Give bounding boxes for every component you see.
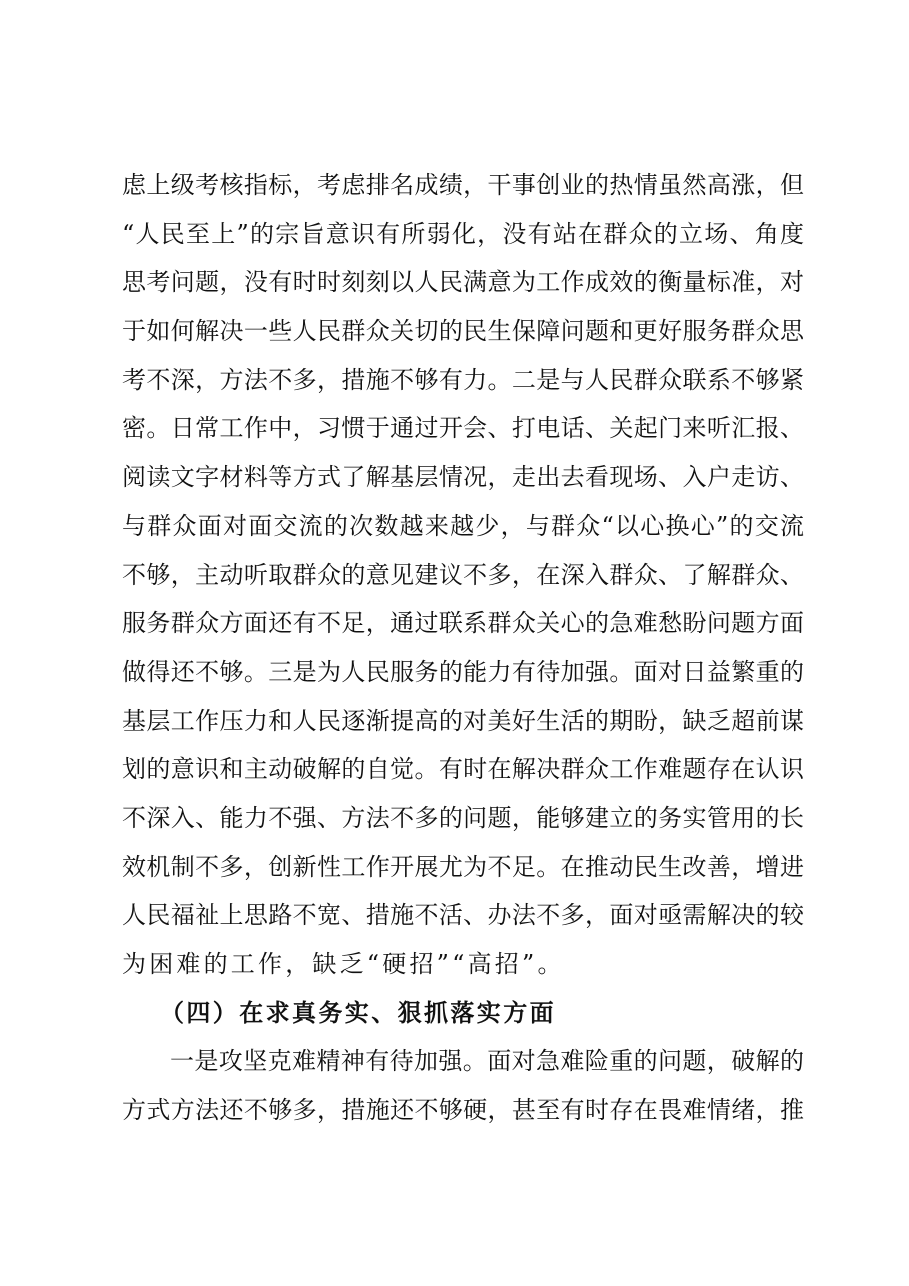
body-line: 虑上级考核指标，考虑排名成绩，干事创业的热情虽然高涨，但 xyxy=(122,171,804,199)
body-line-last: 为困难的工作，缺乏“硬招”“高招”。 xyxy=(122,950,565,978)
body-line: 阅读文字材料等方式了解基层情况，走出去看现场、入户走访、 xyxy=(122,463,804,492)
body-line: 不够，主动听取群众的意见建议不多，在深入群众、了解群众、 xyxy=(122,560,804,589)
section-heading: （四）在求真务实、狠抓落实方面 xyxy=(160,997,556,1027)
body-line: 划的意识和主动破解的自觉。有时在解决群众工作难题存在认识 xyxy=(122,755,804,784)
body-line: 密。日常工作中，习惯于通过开会、打电话、关起门来听汇报、 xyxy=(122,414,804,443)
body-line: 服务群众方面还有不足，通过联系群众关心的急难愁盼问题方面 xyxy=(122,609,804,638)
body-line: 效机制不多，创新性工作开展尤为不足。在推动民生改善，增进 xyxy=(122,852,804,881)
body-line: 考不深，方法不多，措施不够有力。二是与人民群众联系不够紧 xyxy=(122,365,804,394)
body-line: 不深入、能力不强、方法不多的问题，能够建立的务实管用的长 xyxy=(122,803,804,832)
paragraph-first-line: 一是攻坚克难精神有待加强。面对急难险重的问题，破解的 xyxy=(170,1047,804,1076)
body-line: 与群众面对面交流的次数越来越少，与群众“以心换心”的交流 xyxy=(122,511,804,540)
body-line: 于如何解决一些人民群众关切的民生保障问题和更好服务群众思 xyxy=(122,317,804,346)
body-line: 方式方法还不够多，措施还不够硬，甚至有时存在畏难情绪，推 xyxy=(122,1096,804,1125)
document-body xyxy=(122,161,804,1135)
body-line: 基层工作压力和人民逐渐提高的对美好生活的期盼，缺乏超前谋 xyxy=(122,706,804,735)
body-line: 思考问题，没有时时刻刻以人民满意为工作成效的衡量标准，对 xyxy=(122,268,804,297)
body-line: 人民福祉上思路不宽、措施不活、办法不多，面对亟需解决的较 xyxy=(122,901,804,930)
body-line: “人民至上”的宗旨意识有所弱化，没有站在群众的立场、角度 xyxy=(122,219,804,248)
body-line: 做得还不够。三是为人民服务的能力有待加强。面对日益繁重的 xyxy=(122,657,804,686)
